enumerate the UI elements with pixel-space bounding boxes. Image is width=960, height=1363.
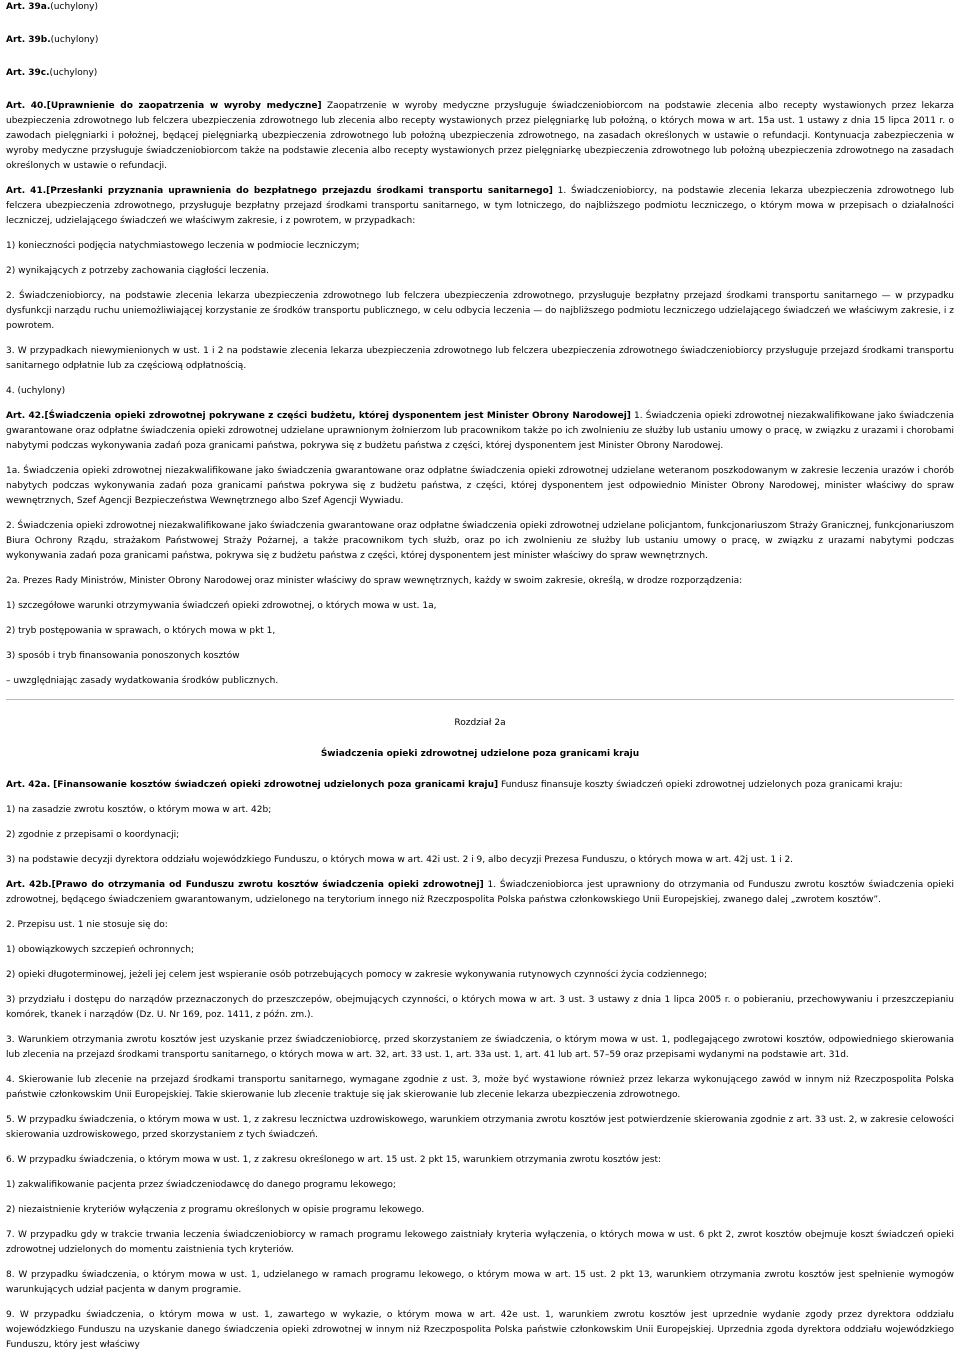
- paragraph: 3. W przypadkach niewymienionych w ust. 1 i 2 na podstawie zlecenia lekarza ubezpieczenia zdrowotnego lub felczera ubezpieczenia zdrowotnego świadczeniobiorcy przysługuje przejazd środkami transportu sanitarnego odpłatnie lub za częściową odpłatnością.: [6, 346, 954, 371]
- divider: [6, 699, 954, 700]
- paragraph: 1a. Świadczenia opieki zdrowotnej niezakwalifikowane jako świadczenia gwarantowane oraz odpłatne świadczenia opieki zdrowotnej udzielane weteranom poszkodowanym w zakresie leczenia urazów i chorób nabytych podczas wykonywania zadań poza granicami państwa pokrywa się z budżetu państwa, z części, której dysponentem jest odpowiednio Minister Obrony Narodowej, minister właściwy do spraw wewnętrznych, Szef Agencji Bezpieczeństwa Wewnętrznego albo Szef Agencji Wywiadu.: [6, 466, 954, 506]
- paragraph: 9. W przypadku świadczenia, o którym mowa w ust. 1, zawartego w wykazie, o którym mowa w art. 42e ust. 1, warunkiem zwrotu kosztów jest uprzednie wydanie zgody przez dyrektora oddziału wojewódzkiego Funduszu na uzyskanie danego świadczenia opieki zdrowotnej w innym niż Rzeczpospolita Polska państwie członkowskim Unii Europejskiej. Uprzednia zgoda dyrektora oddziału wojewódzkiego Funduszu, który jest właściwy: [6, 1310, 954, 1350]
- article-title: [Finansowanie kosztów świadczeń opieki zdrowotnej udzielonych poza granicami kraju]: [53, 780, 499, 790]
- article-number: Art. 39b.: [6, 35, 51, 45]
- paragraph: 2a. Prezes Rady Ministrów, Minister Obrony Narodowej oraz minister właściwy do spraw wewnętrznych, każdy w swoim zakresie, określą, w drodze rozporządzenia:: [6, 576, 743, 586]
- article-text: Zaopatrzenie w wyroby medyczne przysługuje świadczeniobiorcom na podstawie zlecenia albo recepty wystawionych przez lekarza ubezpieczenia zdrowotnego lub felczera ubezpieczenia zdrowotnego lub zlecenia albo recepty wystawionych przez pielęgniarkę lub położną, o których mowa w art. 15a ust. 1 ustawy z dnia 15 lipca 2011 r. o zawodach pielęgniarki i położnej, będącej pielęgniarką ubezpieczenia zdrowotnego lub położną ubezpieczenia zdrowotnego, na zasadach określonych w ustawie o refundacji. Kontynuacja zabezpieczenia w wyroby medyczne przysługuje świadczeniobiorcom także na podstawie zlecenia albo recepty wystawionych przez pielęgniarkę ubezpieczenia zdrowotnego lub położną ubezpieczenia zdrowotnego na zasadach określonych w ustawie o refundacji.: [6, 101, 954, 171]
- list-item: 3) sposób i tryb finansowania ponoszonych kosztów: [6, 651, 240, 661]
- article-number: Art. 42a.: [6, 780, 51, 790]
- list-item: 2) zgodnie z przepisami o koordynacji;: [6, 830, 180, 840]
- paragraph: 4. Skierowanie lub zlecenie na przejazd środkami transportu sanitarnego, wymagane zgodnie z ust. 3, może być wystawione również przez lekarza wykonującego zawód w innym niż Rzeczpospolita Polska państwie członkowskim Unii Europejskiej. Takie skierowanie lub zlecenie traktuje się jak skierowanie lub zlecenie lekarza ubezpieczenia zdrowotnego.: [6, 1075, 954, 1100]
- paragraph: 3. Warunkiem otrzymania zwrotu kosztów jest uzyskanie przez świadczeniobiorcę, przed skorzystaniem ze świadczenia, o którym mowa w ust. 1, podlegającego zwrotowi kosztów, odpowiedniego skierowania lub zlecenia na przejazd środkami transportu sanitarnego, o których mowa w art. 32, art. 33 ust. 1, art. 33a ust. 1, art. 41 lub art. 57–59 oraz przepisami wydanymi na podstawie art. 31d.: [6, 1035, 954, 1060]
- article-number: Art. 41.: [6, 186, 47, 196]
- article-text: 1. Świadczeniobiorcy, na podstawie zlecenia lekarza ubezpieczenia zdrowotnego lub felczera ubezpieczenia zdrowotnego, przysługuje bezpłatny przejazd środkami transportu sanitarnego, w tym lotniczego, do najbliższego podmiotu leczniczego, o którym mowa w przepisach o działalności leczniczej, udzielającego świadczeń we właściwym zakresie, i z powrotem, w przypadkach:: [6, 186, 954, 226]
- article-status: (uchylony): [49, 68, 98, 78]
- article-number: Art. 39a.: [6, 2, 51, 12]
- article-40: [6, 99, 954, 174]
- repealed-articles: [6, 0, 954, 81]
- chapter-title: Świadczenia opieki zdrowotnej udzielone poza granicami kraju: [320, 749, 640, 759]
- article-status: (uchylony): [50, 35, 99, 45]
- paragraph: 2. Świadczeniobiorcy, na podstawie zlecenia lekarza ubezpieczenia zdrowotnego lub felczera ubezpieczenia zdrowotnego, przysługuje bezpłatny przejazd środkami transportu sanitarnego — w przypadku dysfunkcji narządu ruchu uniemożliwiającej korzystanie ze środków transportu publicznego, w celu odbycia leczenia — do najbliższego podmiotu leczniczego udzielającego świadczeń we właściwym zakresie, i z powrotem.: [6, 291, 954, 331]
- article-39c: [6, 66, 954, 81]
- paragraph: – uwzględniając zasady wydatkowania środków publicznych.: [6, 676, 279, 686]
- list-item: 1) konieczności podjęcia natychmiastowego leczenia w podmiocie leczniczym;: [6, 241, 360, 251]
- article-39a: [6, 0, 954, 15]
- article-39b: [6, 33, 954, 48]
- article-text: Fundusz finansuje koszty świadczeń opieki zdrowotnej udzielonych poza granicami kraju:: [501, 780, 903, 790]
- chapter-label: Rozdział 2a: [454, 718, 506, 728]
- article-number: Art. 42.: [6, 411, 45, 421]
- list-item: 3) przydziału i dostępu do narządów przeznaczonych do przeszczepów, obejmujących czynności, o których mowa w art. 3 ust. 3 ustawy z dnia 1 lipca 2005 r. o pobieraniu, przechowywaniu i przeszczepianiu komórek, tkanek i narządów (Dz. U. Nr 169, poz. 1411, z późn. zm.).: [6, 995, 954, 1020]
- list-item: 1) szczegółowe warunki otrzymywania świadczeń opieki zdrowotnej, o których mowa w ust. 1a,: [6, 601, 437, 611]
- paragraph: 2. Świadczenia opieki zdrowotnej niezakwalifikowane jako świadczenia gwarantowane oraz odpłatne świadczenia opieki zdrowotnej udzielane policjantom, funkcjonariuszom Straży Granicznej, funkcjonariuszom Biura Ochrony Rządu, strażakom Państwowej Straży Pożarnej, a także pracownikom tych służb, oraz po ich zwolnieniu ze służby lub ustaniu umowy o pracę, w związku z urazami nabytymi podczas wykonywania zadań poza granicami państwa, pokrywa się z budżetu państwa z części, której dysponentem jest minister właściwy do spraw wewnętrznych.: [6, 521, 954, 561]
- list-item: 1) zakwalifikowanie pacjenta przez świadczeniodawcę do danego programu lekowego;: [6, 1180, 396, 1190]
- paragraph: 4. (uchylony): [6, 386, 66, 396]
- paragraph: 5. W przypadku świadczenia, o którym mowa w ust. 1, z zakresu lecznictwa uzdrowiskowego, warunkiem otrzymania zwrotu kosztów jest potwierdzenie skierowania zgodnie z art. 33 ust. 2, w zakresie celowości skierowania uzdrowiskowego, przed skorzystaniem z tych świadczeń.: [6, 1115, 954, 1140]
- article-number: Art. 40.: [6, 101, 47, 111]
- list-item: 2) tryb postępowania w sprawach, o których mowa w pkt 1,: [6, 626, 276, 636]
- list-item: 2) niezaistnienie kryteriów wyłączenia z programu określonych w opisie programu lekowego.: [6, 1205, 425, 1215]
- article-42a: [6, 778, 954, 793]
- legal-document: [6, 0, 954, 1363]
- list-item: 1) na zasadzie zwrotu kosztów, o którym mowa w art. 42b;: [6, 805, 272, 815]
- list-item: 2) opieki długoterminowej, jeżeli jej celem jest wspieranie osób potrzebujących pomocy w zakresie wykonywania rutynowych czynności życia codziennego;: [6, 970, 708, 980]
- paragraph: 2. Przepisu ust. 1 nie stosuje się do:: [6, 920, 168, 930]
- paragraph: 6. W przypadku świadczenia, o którym mowa w ust. 1, z zakresu określonego w art. 15 ust. 2 pkt 15, warunkiem otrzymania zwrotu kosztów jest:: [6, 1155, 662, 1165]
- article-status: (uchylony): [50, 2, 99, 12]
- list-item: 1) obowiązkowych szczepień ochronnych;: [6, 945, 195, 955]
- article-42: [6, 409, 954, 454]
- article-number: Art. 39c.: [6, 68, 50, 78]
- list-item: 3) na podstawie decyzji dyrektora oddziału wojewódzkiego Funduszu, o których mowa w art. 42i ust. 2 i 9, albo decyzji Prezesa Funduszu, o których mowa w art. 42j ust. 1 i 2.: [6, 855, 794, 865]
- paragraph: 8. W przypadku świadczenia, o którym mowa w ust. 1, udzielanego w ramach programu lekowego, o którym mowa w art. 15 ust. 2 pkt 13, warunkiem otrzymania zwrotu kosztów jest spełnienie wymogów warunkujących udział pacjenta w danym programie.: [6, 1270, 954, 1295]
- article-text: 1. Świadczenia opieki zdrowotnej niezakwalifikowane jako świadczenia gwarantowane oraz odpłatne świadczenia opieki zdrowotnej udzielane uprawnionym żołnierzom lub pracownikom także po ich zwolnieniu ze służby lub ustaniu umowy o pracę, w związku z urazami i chorobami nabytymi podczas wykonywania zadań poza granicami państwa, pokrywa się z budżetu państwa z części, której dysponentem jest Minister Obrony Narodowej.: [6, 411, 954, 451]
- paragraph: 7. W przypadku gdy w trakcie trwania leczenia świadczeniobiorcy w ramach programu lekowego zaistniały kryteria wyłączenia, o których mowa w ust. 6 pkt 2, zwrot kosztów obejmuje koszt świadczeń opieki zdrowotnej udzielonych do momentu zaistnienia tych kryteriów.: [6, 1230, 954, 1255]
- article-number: Art. 42b.: [6, 880, 52, 890]
- article-text: 1. Świadczeniobiorca jest uprawniony do otrzymania od Funduszu zwrotu kosztów świadczenia opieki zdrowotnej, będącego świadczeniem gwarantowanym, udzielonego na terytorium innego niż Rzeczpospolita Polska państwa członkowskiego Unii Europejskiej, zwanego dalej „zwrotem kosztów”.: [6, 880, 954, 905]
- article-41: [6, 184, 954, 229]
- article-title: [Uprawnienie do zaopatrzenia w wyroby medyczne]: [46, 101, 322, 111]
- article-title: [Przesłanki przyznania uprawnienia do bezpłatnego przejazdu środkami transportu sanitarnego]: [46, 186, 553, 196]
- article-42b: [6, 878, 954, 908]
- article-title: [Świadczenia opieki zdrowotnej pokrywane z części budżetu, której dysponentem jest Minister Obrony Narodowej]: [44, 411, 631, 421]
- list-item: 2) wynikających z potrzeby zachowania ciągłości leczenia.: [6, 266, 269, 276]
- article-title: [Prawo do otrzymania od Funduszu zwrotu kosztów świadczenia opieki zdrowotnej]: [51, 880, 484, 890]
